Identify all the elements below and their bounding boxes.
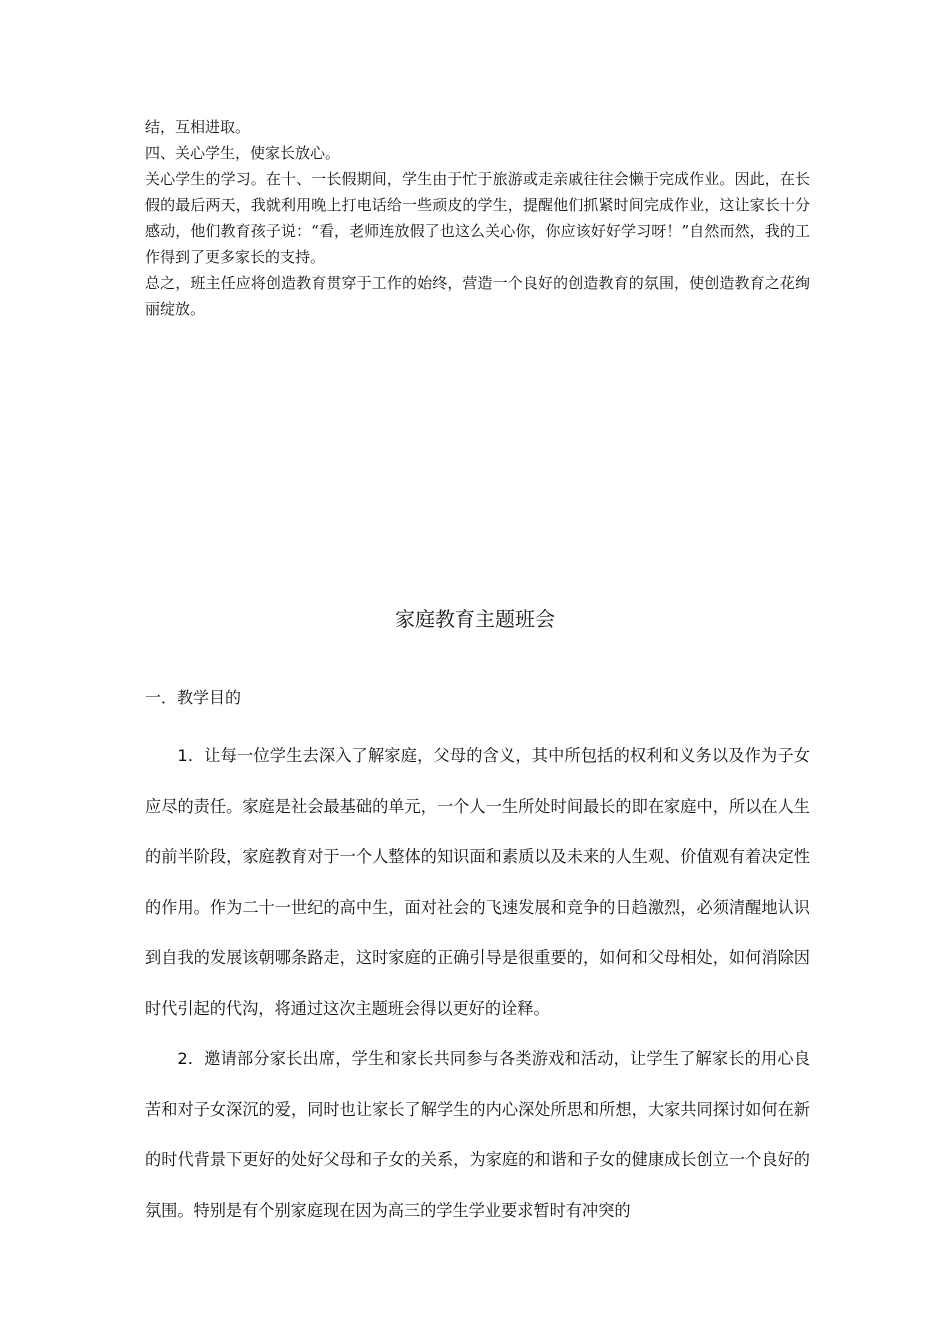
body-paragraph: 2．邀请部分家长出席，学生和家长共同参与各类游戏和活动，让学生了解家长的用心良苦和对子女深沉的爱，同时也让家长了解学生的内心深处所思和所想，大家共同探讨如何在新的时代背景下更好的处好父母和子女的关系，为家庭的和谐和子女的健康成长创立一个良好的氛围。特别是有个别家庭现在因为高三的学生学业要求暂时有冲突的 xyxy=(145,1049,810,1220)
article-body xyxy=(145,731,810,1236)
text-paragraph: 四、关心学生，使家长放心。 xyxy=(145,144,341,162)
text-paragraph: 结，互相进取。 xyxy=(145,118,251,136)
section-heading: 一．教学目的 xyxy=(145,688,242,707)
previous-article-ending xyxy=(145,114,810,322)
text-paragraph: 总之，班主任应将创造教育贯穿于工作的始终，营造一个良好的创造教育的氛围，使创造教育之花绚丽绽放。 xyxy=(145,274,810,318)
body-paragraph: 1．让每一位学生去深入了解家庭，父母的含义，其中所包括的权利和义务以及作为子女应尽的责任。家庭是社会最基础的单元，一个人一生所处时间最长的即在家庭中，所以在人生的前半阶段，家庭教育对于一个人整体的知识面和素质以及未来的人生观、价值观有着决定性的作用。作为二十一世纪的高中生，面对社会的飞速发展和竞争的日趋激烈，必须清醒地认识到自我的发展该朝哪条路走，这时家庭的正确引导是很重要的，如何和父母相处，如何消除因时代引起的代沟，将通过这次主题班会得以更好的诠释。 xyxy=(145,746,810,1018)
article-title: 家庭教育主题班会 xyxy=(395,607,555,631)
text-paragraph: 关心学生的学习。在十、一长假期间，学生由于忙于旅游或走亲戚往往会懒于完成作业。因此，在长假的最后两天，我就利用晚上打电话给一些顽皮的学生，提醒他们抓紧时间完成作业，这让家长十分感动，他们教育孩子说：“看，老师连放假了也这么关心你，你应该好好学习呀！”自然而然，我的工作得到了更多家长的支持。 xyxy=(145,170,810,266)
